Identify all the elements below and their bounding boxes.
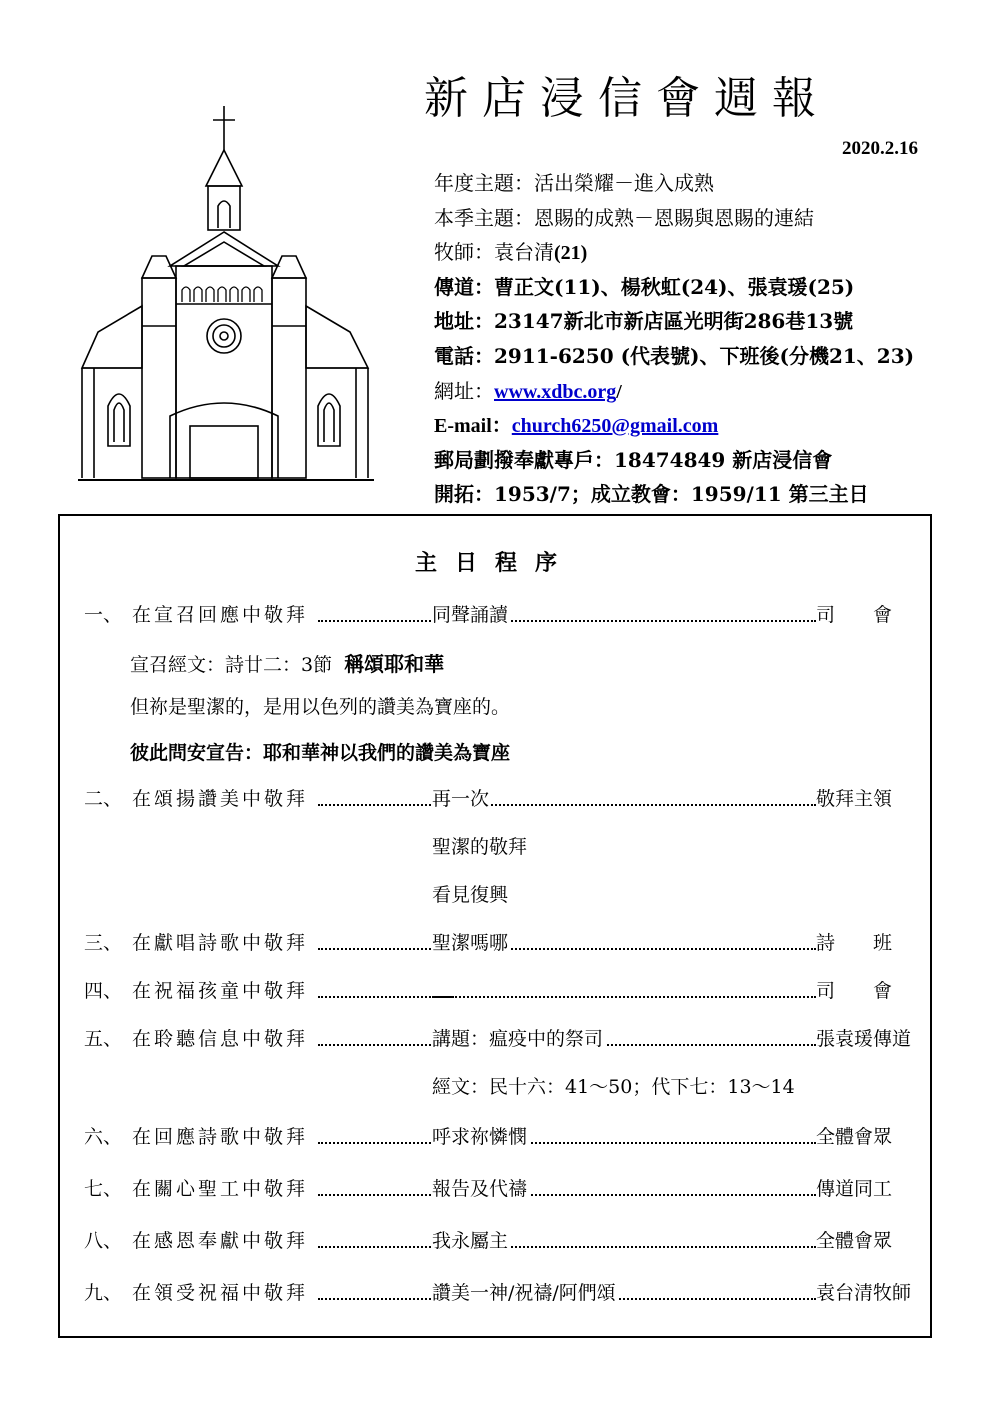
item-name: 在聆聽信息中敬拜: [132, 1028, 309, 1050]
evangelists: 傳道：曹正文(11)、楊秋虹(24)、張袁瑗(25): [434, 274, 855, 299]
song-title: 聖潔的敬拜: [432, 836, 528, 858]
item-name: 在回應詩歌中敬拜: [132, 1126, 309, 1148]
postal-account: 郵局劃撥奉獻專戶：18474849 新店浸信會: [434, 447, 833, 472]
scripture: 經文：民十六：41～50；代下七：13～14: [432, 1076, 795, 1098]
item-number: 九、: [84, 1282, 123, 1304]
item-number: 四、: [84, 980, 123, 1002]
item-leader: 張袁瑗傳道: [816, 1024, 912, 1051]
item-content: 聖潔嗎哪: [432, 928, 510, 955]
website-row: [434, 374, 914, 409]
call-verse-text: 但祢是聖潔的，是用以色列的讚美為寶座的。: [130, 696, 511, 718]
email-row: [434, 408, 914, 443]
item-content: 報告及代禱: [432, 1174, 529, 1201]
email-link[interactable]: church6250@gmail.com: [511, 415, 719, 438]
founded: 開拓：1953/7；成立教會：1959/11 第三主日: [434, 482, 869, 507]
phone: 電話：2911-6250 (代表號)、下班後(分機21、23): [434, 343, 915, 368]
item-leader: 詩 班: [816, 928, 912, 955]
program-item: [84, 976, 906, 1006]
item-content: 讚美一神/祝禱/阿們頌: [432, 1278, 618, 1305]
item-name: 在祝福孩童中敬拜: [132, 980, 309, 1002]
year-theme: 年度主題：活出榮耀－進入成熟: [434, 171, 714, 195]
program-item: [84, 1278, 912, 1308]
item-name: 在感恩奉獻中敬拜: [132, 1230, 309, 1252]
item-content: 講題：瘟疫中的祭司: [432, 1024, 605, 1051]
program-item: [84, 784, 906, 814]
bulletin-title: 新店浸信會週報: [424, 73, 830, 124]
church-info: [434, 166, 914, 512]
address: 地址：23147新北市新店區光明街286巷13號: [434, 309, 854, 334]
item-content: 我永屬主: [432, 1226, 510, 1253]
item-name: 在頌揚讚美中敬拜: [132, 788, 309, 810]
item-name: 在關心聖工中敬拜: [132, 1178, 309, 1200]
song-title: 看見復興: [432, 884, 509, 906]
call-verse-label: 宣召經文：詩廿二：3節: [130, 654, 333, 676]
item-leader: 傳道同工: [816, 1174, 912, 1201]
item-number: 七、: [84, 1178, 123, 1200]
program-title: 主日程序: [414, 550, 575, 576]
item-name: 在獻唱詩歌中敬拜: [132, 932, 309, 954]
item-number: 一、: [84, 604, 123, 626]
item-leader: 全體會眾: [816, 1226, 912, 1253]
item-leader: 袁台清牧師: [816, 1278, 912, 1305]
leader-dots: [432, 996, 816, 998]
item-content: 再一次: [432, 784, 491, 811]
item-number: 三、: [84, 932, 123, 954]
pastor-label: 牧師：: [434, 240, 494, 265]
program-item: [84, 1226, 906, 1256]
program-item: [84, 1174, 906, 1204]
item-content: 同聲誦讀: [432, 600, 510, 627]
bulletin-date: 2020.2.16: [842, 138, 918, 159]
website-link[interactable]: www.xdbc.org: [494, 380, 617, 403]
item-name: 在宣召回應中敬拜: [132, 604, 309, 626]
item-leader: 全體會眾: [816, 1122, 912, 1149]
call-verse-title: 稱頌耶和華: [344, 652, 445, 676]
program-item: [84, 1122, 906, 1152]
program-box: [58, 514, 932, 1338]
pastor-ext: (21): [554, 242, 588, 265]
item-leader: 司 會: [816, 976, 912, 1003]
website-slash: /: [616, 380, 622, 403]
item-content: 呼求祢憐憫: [432, 1122, 529, 1149]
item-number: 六、: [84, 1126, 123, 1148]
program-item: [84, 928, 906, 958]
item-leader: 敬拜主領: [816, 784, 912, 811]
program-item: [84, 1024, 912, 1054]
pastor-name: 袁台清: [494, 240, 554, 265]
item-name: 在領受祝福中敬拜: [132, 1282, 309, 1304]
email-label: E-mail：: [434, 415, 512, 438]
greeting: 彼此問安宣告：耶和華神以我們的讚美為寶座: [130, 742, 511, 764]
item-leader: 司 會: [816, 600, 912, 627]
call-verse: [130, 648, 444, 677]
item-number: 八、: [84, 1230, 123, 1252]
pastor: [434, 235, 914, 270]
item-number: 二、: [84, 788, 123, 810]
item-number: 五、: [84, 1028, 123, 1050]
church-illustration: [78, 106, 374, 496]
website-label: 網址：: [434, 378, 494, 403]
season-theme: 本季主題：恩賜的成熟－恩賜與恩賜的連結: [434, 205, 814, 230]
program-item: [84, 600, 906, 630]
